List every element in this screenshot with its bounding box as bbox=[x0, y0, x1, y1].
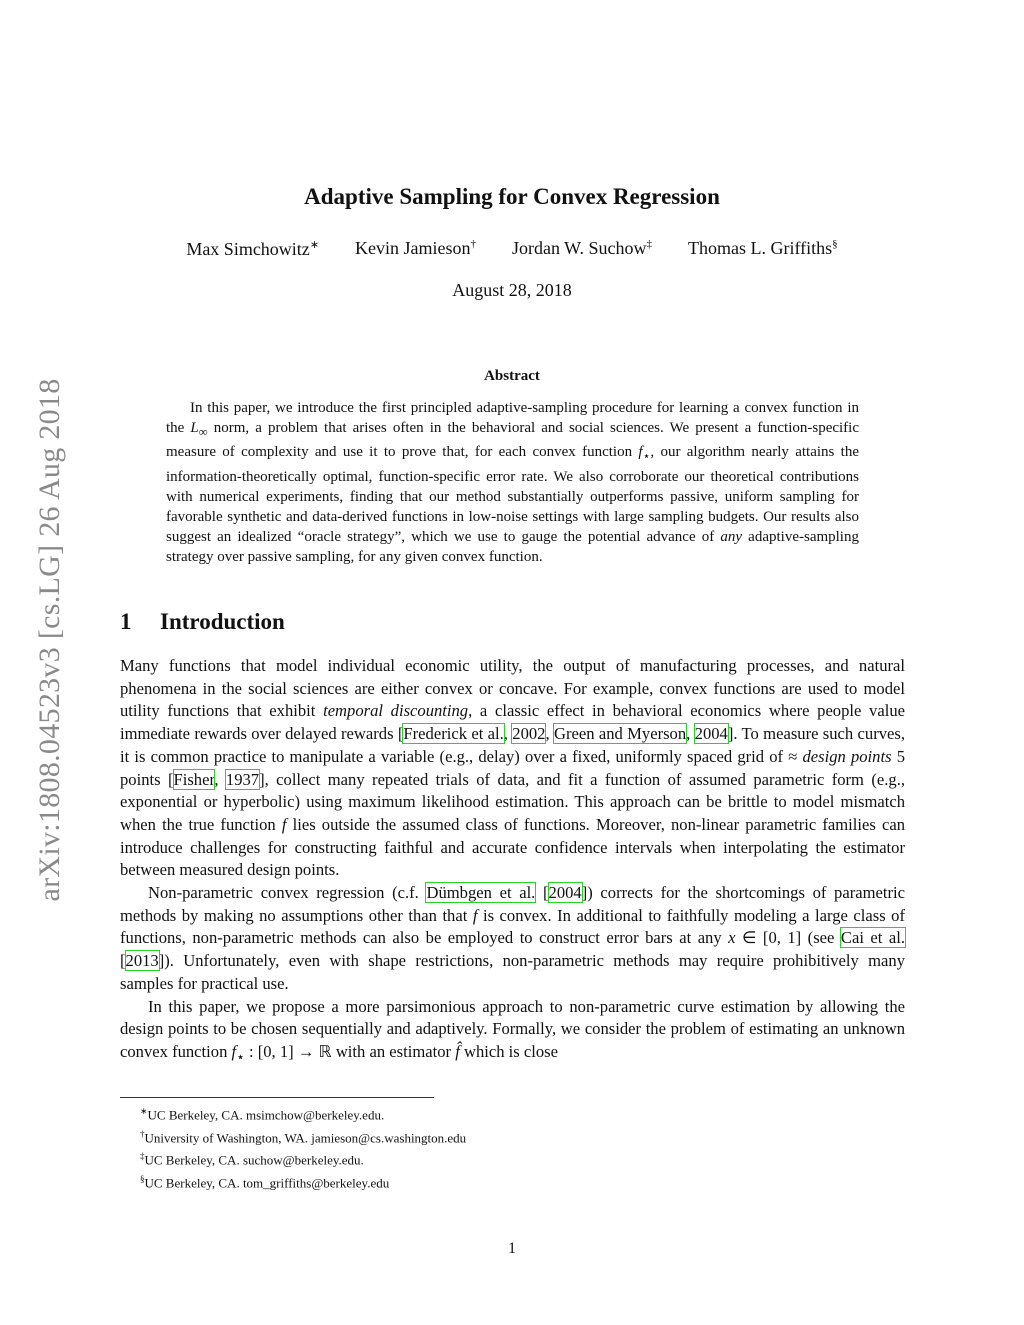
footnote: §UC Berkeley, CA. tom_griffiths@berkeley.edu bbox=[140, 1173, 390, 1190]
author: Thomas L. Griffiths§ bbox=[688, 238, 838, 258]
footnotes bbox=[140, 1102, 466, 1192]
page-number: 1 bbox=[508, 1240, 516, 1257]
footnote-divider bbox=[120, 1097, 434, 1098]
author-list bbox=[0, 238, 1024, 260]
citation-link[interactable]: 2004 bbox=[694, 724, 728, 744]
paragraph: In this paper, we propose a more parsimonious approach to non-parametric curve estimation by allowing the design points to be chosen sequentially and adaptively. Formally, we consider the problem of estimating an unknown convex function $f_⋆$ : [0, 1] → ℝ with an estimator f̂ which is close bbox=[120, 996, 905, 1065]
author: Kevin Jamieson† bbox=[355, 238, 477, 258]
citation-link[interactable]: Fisher bbox=[173, 769, 215, 789]
abstract-text: In this paper, we introduce the first principled adaptive-sampling procedure for learning a convex function in the $L_\infty$ norm, a problem that arises often in the behavioral and social sciences. We present a function-specific measure of complexity and use it to prove that, for each convex function $f_⋆$, our algorithm nearly attains the information-theoretically optimal, function-specific error rate. We also corroborate our theoretical contributions with numerical experiments, finding that our method substantially outperforms passive, uniform sampling for favorable synthetic and data-derived functions in low-noise settings with large sampling budgets. Our results also suggest an idealized “oracle strategy”, which we use to gauge the potential advance of any adaptive-sampling strategy over passive sampling, for any given convex function. bbox=[166, 400, 859, 566]
citation-link[interactable]: 2004 bbox=[548, 883, 582, 903]
author: Max Simchowitz∗ bbox=[186, 239, 320, 259]
footnote: ∗UC Berkeley, CA. msimchow@berkeley.edu. bbox=[140, 1106, 385, 1123]
paragraph: Many functions that model individual economic utility, the output of manufacturing processes, and natural phenomena in the social sciences are either convex or concave. For example, convex functions are used to model utility functions that exhibit temporal discounting, a classic effect in behavioral economics where people value immediate rewards over delayed rewards [Frederick et al., 2002, Green and Myerson, 2004]. To measure such curves, it is common practice to manipulate a variable (e.g., delay) over a fixed, uniformly spaced grid of ≈ design points 5 points [Fisher, 1937], collect many repeated trials of data, and fit a function of assumed parametric form (e.g., exponential or hyperbolic) using maximum likelihood estimation. This approach can be brittle to model mismatch when the true function f lies outside the assumed class of functions. Moreover, non-linear parametric families can introduce challenges for constructing faithful and accurate confidence intervals when interpolating the estimator between measured design points. bbox=[120, 656, 906, 880]
citation-link[interactable]: 2013 bbox=[125, 951, 159, 971]
paper-title: Adaptive Sampling for Convex Regression bbox=[304, 184, 720, 209]
arxiv-identifier[interactable]: arXiv:1808.04523v3 [cs.LG] 26 Aug 2018 bbox=[33, 378, 66, 902]
citation-link[interactable]: Dümbgen et al. bbox=[426, 883, 536, 903]
paragraph: Non-parametric convex regression (c.f. Dümbgen et al. [2004]) corrects for the shortcomings of parametric methods by making no assumptions other than that f is convex. In additional to faithfully modeling a large class of functions, non-parametric methods can also be employed to construct error bars at any x ∈ [0, 1] (see Cai et al. [2013]). Unfortunately, even with shape restrictions, non-parametric methods may require prohibitively many samples for practical use. bbox=[120, 883, 905, 993]
author: Jordan W. Suchow‡ bbox=[512, 238, 653, 258]
abstract-heading: Abstract bbox=[484, 368, 540, 384]
introduction-body bbox=[120, 655, 905, 1069]
footnote: †University of Washington, WA. jamieson@cs.washington.edu bbox=[140, 1128, 467, 1145]
footnote: ‡UC Berkeley, CA. suchow@berkeley.edu. bbox=[140, 1151, 364, 1168]
citation-link[interactable]: 1937 bbox=[225, 769, 260, 789]
citation-link[interactable]: Cai et al. bbox=[840, 928, 905, 948]
section-heading-introduction: 1 Introduction bbox=[120, 609, 285, 634]
citation-link[interactable]: Green and Myerson bbox=[553, 724, 687, 744]
citation-link[interactable]: 2002 bbox=[512, 724, 546, 744]
citation-link[interactable]: Frederick et al. bbox=[403, 724, 504, 744]
publication-date: August 28, 2018 bbox=[452, 280, 572, 300]
